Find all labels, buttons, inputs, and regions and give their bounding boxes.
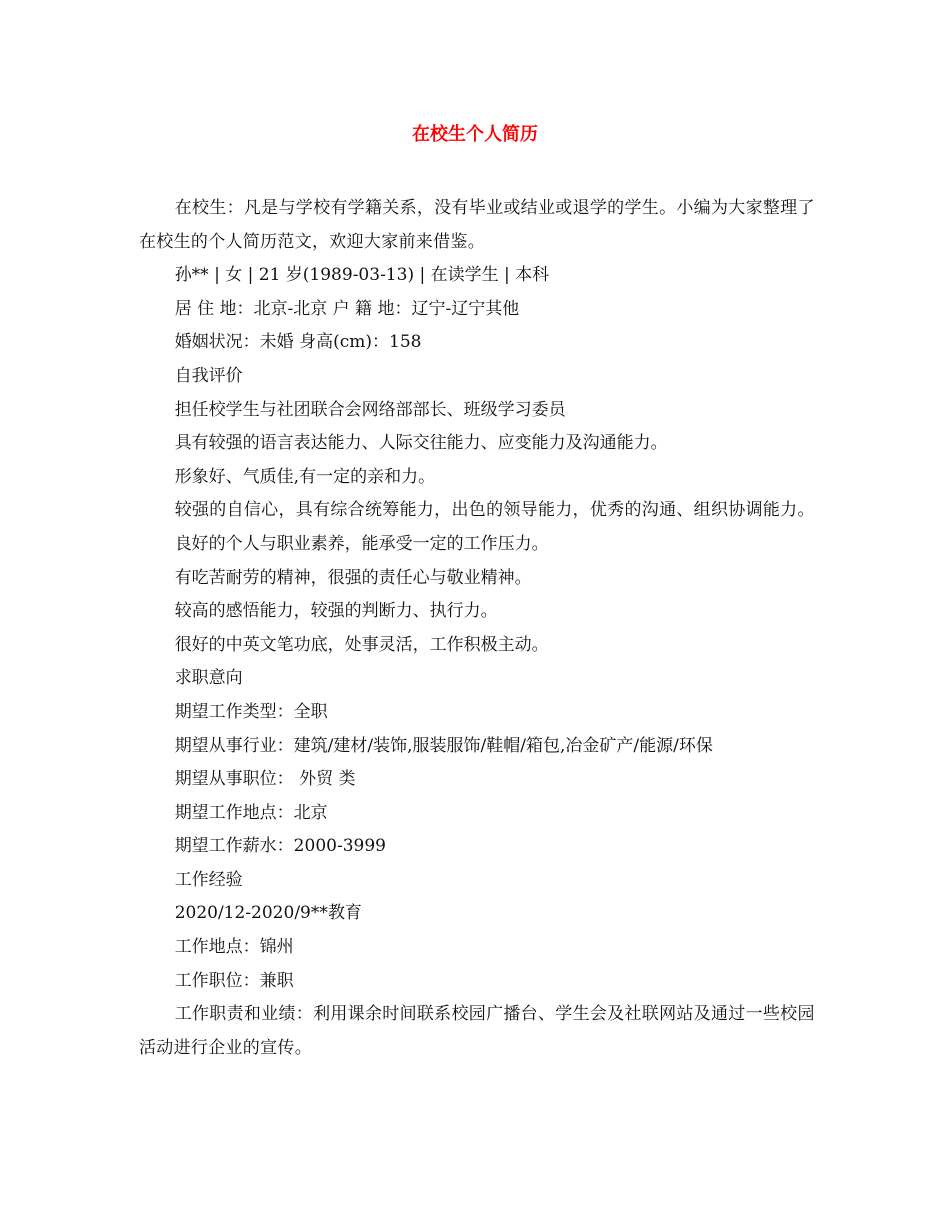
- self-evaluation-item: 很好的中英文笔功底，处事灵活，工作积极主动。: [174, 634, 549, 655]
- job-intention-item: 期望从事职位： 外贸 类: [174, 769, 356, 790]
- marital-height-line: 婚姻状况：未婚 身高(cm)：158: [174, 332, 422, 353]
- self-evaluation-item: 有吃苦耐劳的精神，很强的责任心与敬业精神。: [174, 567, 532, 588]
- job-intention-item: 期望工作地点：北京: [174, 802, 328, 823]
- section-heading-self-evaluation: 自我评价: [174, 365, 243, 386]
- section-heading-work-experience: 工作经验: [174, 869, 243, 890]
- self-evaluation-item: 较高的感悟能力，较强的判断力、执行力。: [174, 601, 498, 622]
- work-experience-item: 工作地点：锦州: [174, 937, 294, 958]
- document-body: [139, 192, 815, 1065]
- section-heading-job-intention: 求职意向: [174, 668, 243, 689]
- self-evaluation-item: 形象好、气质佳,有一定的亲和力。: [174, 466, 436, 487]
- self-evaluation-item: 担任校学生与社团联合会网络部部长、班级学习委员: [174, 399, 566, 420]
- self-evaluation-item: 良好的个人与职业素养，能承受一定的工作压力。: [174, 533, 549, 554]
- self-evaluation-item: 具有较强的语言表达能力、人际交往能力、应变能力及沟通能力。: [174, 433, 668, 454]
- intro-paragraph: 在校生：凡是与学校有学籍关系，没有毕业或结业或退学的学生。小编为大家整理了在校生的个人简历范文，欢迎大家前来借鉴。: [139, 198, 815, 252]
- residence-line: 居 住 地：北京-北京 户 籍 地：辽宁-辽宁其他: [174, 298, 520, 319]
- personal-summary-line: 孙** | 女 | 21 岁(1989-03-13) | 在读学生 | 本科: [174, 265, 550, 286]
- document-title: 在校生个人简历: [412, 124, 538, 145]
- work-experience-item: 2020/12-2020/9**教育: [174, 903, 362, 924]
- job-intention-item: 期望工作薪水：2000-3999: [174, 836, 386, 857]
- self-evaluation-item: 较强的自信心，具有综合统筹能力，出色的领导能力，优秀的沟通、组织协调能力。: [174, 500, 815, 521]
- work-experience-item: 工作职责和业绩：利用课余时间联系校园广播台、学生会及社联网站及通过一些校园活动进行企业的宣传。: [139, 1004, 815, 1058]
- work-experience-item: 工作职位：兼职: [174, 970, 294, 991]
- job-intention-item: 期望工作类型：全职: [174, 701, 328, 722]
- job-intention-item: 期望从事行业：建筑/建材/装饰,服装服饰/鞋帽/箱包,冶金矿产/能源/环保: [174, 735, 713, 756]
